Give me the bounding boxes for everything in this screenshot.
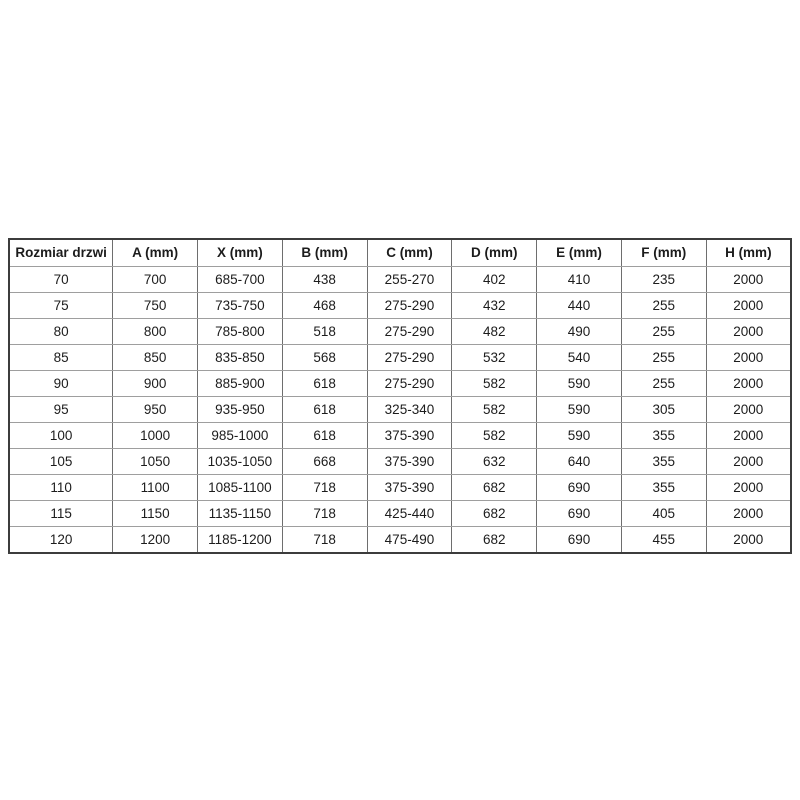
table-row <box>9 475 791 501</box>
table-cell: 835-850 <box>198 345 283 371</box>
table-cell: 2000 <box>706 423 791 449</box>
table-cell: 850 <box>113 345 198 371</box>
table-cell: 582 <box>452 397 537 423</box>
table-cell: 668 <box>282 449 367 475</box>
table-cell: 1135-1150 <box>198 501 283 527</box>
table-cell: 750 <box>113 293 198 319</box>
table-cell: 482 <box>452 319 537 345</box>
table-cell: 438 <box>282 267 367 293</box>
table-cell: 410 <box>537 267 622 293</box>
table-cell: 2000 <box>706 527 791 554</box>
table-cell: 568 <box>282 345 367 371</box>
column-header: D (mm) <box>452 239 537 267</box>
table-cell: 455 <box>621 527 706 554</box>
table-cell: 582 <box>452 423 537 449</box>
table-body <box>9 267 791 554</box>
column-header: F (mm) <box>621 239 706 267</box>
table-row <box>9 501 791 527</box>
table-cell: 718 <box>282 501 367 527</box>
table-row <box>9 371 791 397</box>
table-cell: 685-700 <box>198 267 283 293</box>
table-cell: 540 <box>537 345 622 371</box>
table-cell: 255 <box>621 371 706 397</box>
column-header: Rozmiar drzwi <box>9 239 113 267</box>
column-header: E (mm) <box>537 239 622 267</box>
table-cell: 718 <box>282 527 367 554</box>
table-cell: 2000 <box>706 371 791 397</box>
table-cell: 255 <box>621 293 706 319</box>
table-cell: 85 <box>9 345 113 371</box>
table-cell: 718 <box>282 475 367 501</box>
table-cell: 590 <box>537 371 622 397</box>
table-cell: 735-750 <box>198 293 283 319</box>
table-cell: 618 <box>282 371 367 397</box>
table-cell: 275-290 <box>367 293 452 319</box>
table-row <box>9 293 791 319</box>
table-cell: 900 <box>113 371 198 397</box>
table-cell: 355 <box>621 475 706 501</box>
door-size-table <box>8 238 792 554</box>
table-cell: 105 <box>9 449 113 475</box>
column-header: C (mm) <box>367 239 452 267</box>
table-cell: 1050 <box>113 449 198 475</box>
table-cell: 75 <box>9 293 113 319</box>
table-cell: 275-290 <box>367 345 452 371</box>
table-row <box>9 449 791 475</box>
table-cell: 518 <box>282 319 367 345</box>
table-cell: 375-390 <box>367 475 452 501</box>
table-cell: 2000 <box>706 345 791 371</box>
table-cell: 468 <box>282 293 367 319</box>
table-row <box>9 527 791 554</box>
column-header: A (mm) <box>113 239 198 267</box>
table-cell: 682 <box>452 475 537 501</box>
table-row <box>9 319 791 345</box>
table-cell: 590 <box>537 397 622 423</box>
table-cell: 800 <box>113 319 198 345</box>
table-cell: 2000 <box>706 501 791 527</box>
table-cell: 640 <box>537 449 622 475</box>
table-cell: 255 <box>621 319 706 345</box>
table-cell: 490 <box>537 319 622 345</box>
table-cell: 682 <box>452 501 537 527</box>
table-cell: 618 <box>282 397 367 423</box>
table-cell: 590 <box>537 423 622 449</box>
table-cell: 690 <box>537 475 622 501</box>
table-cell: 80 <box>9 319 113 345</box>
table-cell: 690 <box>537 501 622 527</box>
size-table-container <box>8 238 792 554</box>
table-cell: 100 <box>9 423 113 449</box>
table-cell: 2000 <box>706 397 791 423</box>
table-row <box>9 397 791 423</box>
table-cell: 70 <box>9 267 113 293</box>
table-cell: 355 <box>621 423 706 449</box>
table-cell: 425-440 <box>367 501 452 527</box>
table-cell: 2000 <box>706 267 791 293</box>
table-cell: 255-270 <box>367 267 452 293</box>
table-row <box>9 345 791 371</box>
column-header: B (mm) <box>282 239 367 267</box>
table-cell: 2000 <box>706 319 791 345</box>
table-cell: 355 <box>621 449 706 475</box>
table-cell: 1100 <box>113 475 198 501</box>
table-cell: 1085-1100 <box>198 475 283 501</box>
table-cell: 1150 <box>113 501 198 527</box>
table-cell: 985-1000 <box>198 423 283 449</box>
table-head <box>9 239 791 267</box>
table-cell: 785-800 <box>198 319 283 345</box>
table-cell: 375-390 <box>367 449 452 475</box>
table-cell: 432 <box>452 293 537 319</box>
table-cell: 1200 <box>113 527 198 554</box>
table-cell: 618 <box>282 423 367 449</box>
table-cell: 1035-1050 <box>198 449 283 475</box>
table-cell: 2000 <box>706 449 791 475</box>
table-cell: 90 <box>9 371 113 397</box>
table-cell: 532 <box>452 345 537 371</box>
header-row <box>9 239 791 267</box>
table-cell: 885-900 <box>198 371 283 397</box>
column-header: X (mm) <box>198 239 283 267</box>
table-cell: 275-290 <box>367 319 452 345</box>
table-cell: 1185-1200 <box>198 527 283 554</box>
table-cell: 582 <box>452 371 537 397</box>
table-cell: 682 <box>452 527 537 554</box>
table-cell: 325-340 <box>367 397 452 423</box>
column-header: H (mm) <box>706 239 791 267</box>
table-cell: 2000 <box>706 293 791 319</box>
table-row <box>9 267 791 293</box>
table-cell: 700 <box>113 267 198 293</box>
table-cell: 690 <box>537 527 622 554</box>
table-cell: 440 <box>537 293 622 319</box>
table-cell: 120 <box>9 527 113 554</box>
table-cell: 475-490 <box>367 527 452 554</box>
table-cell: 115 <box>9 501 113 527</box>
table-cell: 95 <box>9 397 113 423</box>
table-cell: 935-950 <box>198 397 283 423</box>
table-cell: 375-390 <box>367 423 452 449</box>
table-cell: 275-290 <box>367 371 452 397</box>
table-cell: 235 <box>621 267 706 293</box>
table-cell: 305 <box>621 397 706 423</box>
table-cell: 1000 <box>113 423 198 449</box>
table-row <box>9 423 791 449</box>
table-cell: 2000 <box>706 475 791 501</box>
table-cell: 950 <box>113 397 198 423</box>
table-cell: 632 <box>452 449 537 475</box>
table-cell: 255 <box>621 345 706 371</box>
table-cell: 402 <box>452 267 537 293</box>
table-cell: 405 <box>621 501 706 527</box>
table-cell: 110 <box>9 475 113 501</box>
